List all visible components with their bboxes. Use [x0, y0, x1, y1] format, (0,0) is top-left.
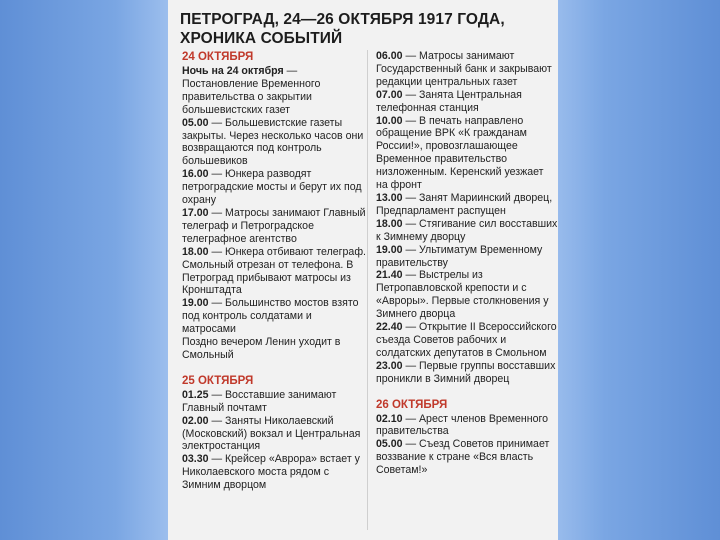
entry-time: 03.30: [182, 453, 209, 466]
entry-time: 18.00: [376, 217, 403, 230]
entries-26-october: [376, 413, 558, 478]
page-title: [180, 10, 550, 48]
entry-time: 01.25: [182, 388, 209, 401]
entry-text: — Юнкера разводят петроградские мосты и берут их под охрану: [182, 168, 362, 207]
entry-time: 19.00: [376, 243, 403, 256]
left-column: [182, 50, 367, 492]
entries-25-october-part2: [376, 50, 558, 386]
title-line-2: ХРОНИКА СОБЫТИЙ: [180, 30, 343, 47]
entry-text: — Большевистские газеты закрыты. Через несколько часов они возвращаются под контроль большевиков: [182, 116, 364, 168]
entries-25-october-part1: [182, 389, 367, 492]
timeline-entry: [182, 415, 367, 454]
entry-text: — Постановление Временного правительства о закрытии большевистских газет: [182, 65, 321, 116]
entry-text: — Крейсер «Аврора» встает у Николаевского моста рядом с Зимним дворцом: [182, 453, 360, 492]
timeline-entry: [182, 297, 367, 336]
column-divider: [367, 50, 368, 530]
entry-text: — Арест членов Временного правительства: [376, 412, 548, 438]
entry-time: 22.40: [376, 321, 403, 334]
timeline-entry: [182, 168, 367, 207]
timeline-entry: [376, 269, 558, 321]
timeline-entry: [376, 413, 558, 439]
timeline-entry: [376, 438, 558, 477]
entry-time: 02.00: [182, 414, 209, 427]
entry-time: 19.00: [182, 297, 209, 310]
entry-text: Поздно вечером Ленин уходит в Смольный: [182, 336, 341, 361]
entry-text: — Первые группы восставших проникли в Зимний дворец: [376, 359, 556, 385]
timeline-entry: [376, 192, 558, 218]
entry-time: 13.00: [376, 191, 403, 204]
entry-text: — Восставшие занимают Главный почтамт: [182, 388, 337, 414]
entry-text: — Занята Центральная телефонная станция: [376, 88, 522, 114]
entry-time: 10.00: [376, 114, 403, 127]
entry-text: — Заняты Николаевский (Московский) вокзал и Центральная электростанция: [182, 414, 361, 453]
section-heading-25-october: 25 ОКТЯБРЯ: [182, 374, 254, 387]
timeline-entry: [376, 115, 558, 192]
entries-24-october: [182, 65, 367, 362]
entry-text: — Стягивание сил восставших к Зимнему дворцу: [376, 217, 558, 243]
entry-text: — Занят Мариинский дворец, Предпарламент распущен: [376, 191, 553, 217]
timeline-entry: [182, 117, 367, 169]
title-line-1: ПЕТРОГРАД, 24—26 ОКТЯБРЯ 1917 ГОДА,: [180, 11, 505, 28]
timeline-entry: [376, 360, 558, 386]
entry-time: 21.40: [376, 269, 403, 282]
timeline-entry: [182, 453, 367, 492]
entry-text: — Юнкера отбивают телеграф. Смольный отрезан от телефона. В Петроград прибывают матросы из Кронштадта: [182, 245, 366, 297]
entry-text: — Большинство мостов взято под контроль солдатами и матросами: [182, 297, 359, 336]
entry-time: 02.10: [376, 412, 403, 425]
entry-time: 17.00: [182, 206, 209, 219]
entry-time: 05.00: [182, 116, 209, 129]
timeline-entry: [182, 246, 367, 298]
entry-text: — Ультиматум Временному правительству: [376, 243, 543, 269]
entry-text: — Открытие II Всероссийского съезда Советов рабочих и солдатских депутатов в Смольном: [376, 321, 557, 359]
timeline-entry: [376, 244, 558, 270]
entry-time: 18.00: [182, 245, 209, 258]
entry-text: — В печать направлено обращение ВРК «К гражданам России!», провозглашающее Временное правительство низложенным. Керенский уезжает на фронт: [376, 114, 544, 192]
timeline-entry: [376, 321, 558, 360]
chronicle-page: [168, 0, 558, 540]
section-heading-24-october: 24 ОКТЯБРЯ: [182, 51, 254, 63]
entry-text: — Матросы занимают Государственный банк и закрывают редакции центральных газет: [376, 50, 552, 88]
entry-time: 23.00: [376, 359, 403, 372]
timeline-entry: [182, 389, 367, 415]
timeline-entry: [182, 336, 367, 362]
entry-text: — Матросы занимают Главный телеграф и Петроградское телеграфное агентство: [182, 206, 366, 245]
entry-text: — Съезд Советов принимает воззвание к стране «Вся власть Советам!»: [376, 438, 550, 477]
entry-time: 06.00: [376, 50, 403, 62]
section-heading-26-october: 26 ОКТЯБРЯ: [376, 398, 448, 411]
entry-time: 07.00: [376, 88, 403, 101]
entry-time: 05.00: [376, 438, 403, 451]
entry-time: Ночь на 24 октября: [182, 65, 284, 77]
timeline-entry: [376, 218, 558, 244]
entry-time: 16.00: [182, 168, 209, 181]
timeline-entry: [376, 50, 558, 89]
entry-text: — Выстрелы из Петропавловской крепости и с «Авроры». Первые столкновения у Зимнего дворца: [376, 269, 549, 321]
timeline-entry: [182, 207, 367, 246]
timeline-entry: [376, 89, 558, 115]
timeline-entry: [182, 65, 367, 117]
right-column: [376, 50, 558, 477]
